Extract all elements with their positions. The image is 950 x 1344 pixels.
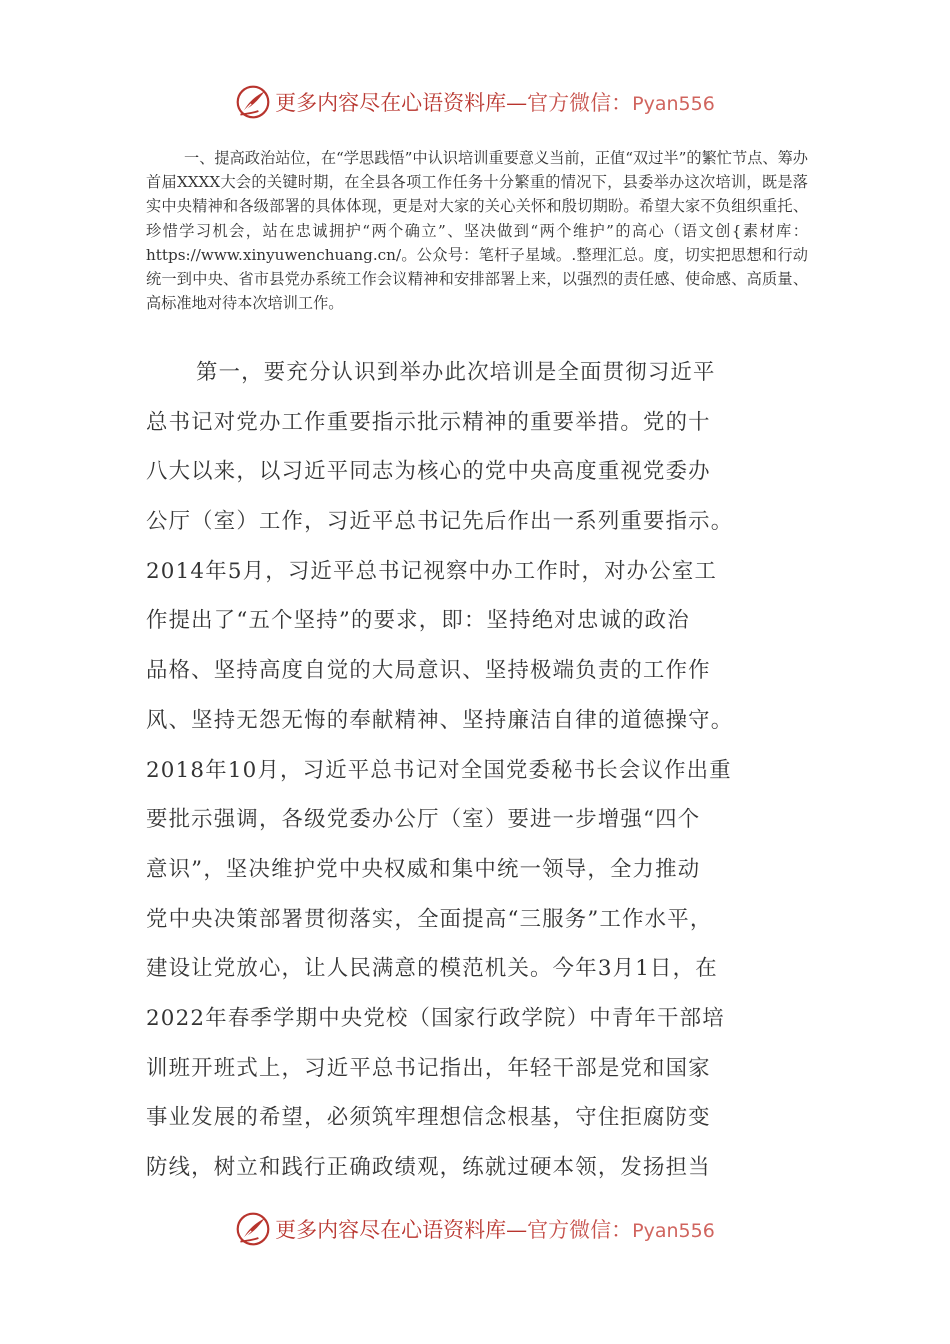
- body-line: 八大以来，以习近平同志为核心的党中央高度重视党委办: [146, 459, 711, 485]
- banner-text: [275, 1214, 715, 1244]
- body-line: 建设让党放心，让人民满意的模范机关。今年3月1日，在: [146, 956, 718, 982]
- body-paragraph: [146, 348, 810, 1193]
- body-line: 公厅（室）工作，习近平总书记先后作出一系列重要指示。: [146, 509, 734, 535]
- banner-text: [275, 87, 715, 117]
- body-line: 2022年春季学期中央党校（国家行政学院）中青年干部培: [146, 1005, 725, 1031]
- body-line: 第一，要充分认识到举办此次培训是全面贯彻习近平: [196, 360, 716, 385]
- banner-separator: —: [506, 91, 528, 115]
- header-banner: [0, 80, 950, 124]
- body-line: 要批示强调，各级党委办公厅（室）要进一步增强“四个: [146, 807, 701, 833]
- quill-pen-logo-icon: [235, 1211, 271, 1247]
- body-line: 防线，树立和践行正确政绩观，练就过硬本领，发扬担当: [146, 1155, 711, 1180]
- banner-separator: —: [506, 1218, 528, 1242]
- banner-wechat-id: Pyan556: [632, 1220, 715, 1242]
- banner-main-text: 更多内容尽在心语资料库: [275, 91, 507, 115]
- body-line: 总书记对党办工作重要指示批示精神的重要举措。党的十: [146, 409, 711, 435]
- body-line: 2014年5月，习近平总书记视察中办工作时，对办公室工: [146, 558, 718, 584]
- body-line: 党中央决策部署贯彻落实，全面提高“三服务”工作水平，: [146, 906, 713, 932]
- body-line: 风、坚持无怨无悔的奉献精神、坚持廉洁自律的道德操守。: [146, 707, 734, 733]
- body-line: 意识”，坚决维护党中央权威和集中统一领导，全力推动: [146, 856, 701, 882]
- quill-pen-logo-icon: [235, 84, 271, 120]
- body-line: 事业发展的希望，必须筑牢理想信念根基，守住拒腐防变: [146, 1105, 711, 1131]
- banner-wechat-label: 官方微信：: [527, 91, 633, 115]
- intro-paragraph: 一、提高政治站位，在“学思践悟”中认识培训重要意义当前，正值“双过半”的繁忙节点、筹办首届XXXX大会的关键时期，在全县各项工作任务十分繁重的情况下，县委举办这次培训，既是落实中央精神和各级部署的具体体现，更是对大家的关心关怀和殷切期盼。希望大家不负组织重托、珍惜学习机会，站在忠诚拥护“两个确立”、坚决做到“两个维护”的高心（语文创{素材库：https://www.xinyuwenchuang.cn/。公众号：笔杆子星域。.整理汇总。度，切实把思想和行动统一到中央、省市县党办系统工作会议精神和安排部署上来，以强烈的责任感、使命感、高质量、高标准地对待本次培训工作。: [146, 149, 808, 313]
- body-line: 作提出了“五个坚持”的要求，即：坚持绝对忠诚的政治: [146, 608, 690, 634]
- body-line: 品格、坚持高度自觉的大局意识、坚持极端负责的工作作: [146, 658, 711, 684]
- banner-wechat-label: 官方微信：: [527, 1218, 633, 1242]
- banner-wechat-id: Pyan556: [632, 93, 715, 115]
- banner-main-text: 更多内容尽在心语资料库: [275, 1218, 507, 1242]
- body-line: 2018年10月，习近平总书记对全国党委秘书长会议作出重: [146, 757, 732, 783]
- body-line: 训班开班式上，习近平总书记指出，年轻干部是党和国家: [146, 1055, 711, 1081]
- footer-banner: [0, 1207, 950, 1251]
